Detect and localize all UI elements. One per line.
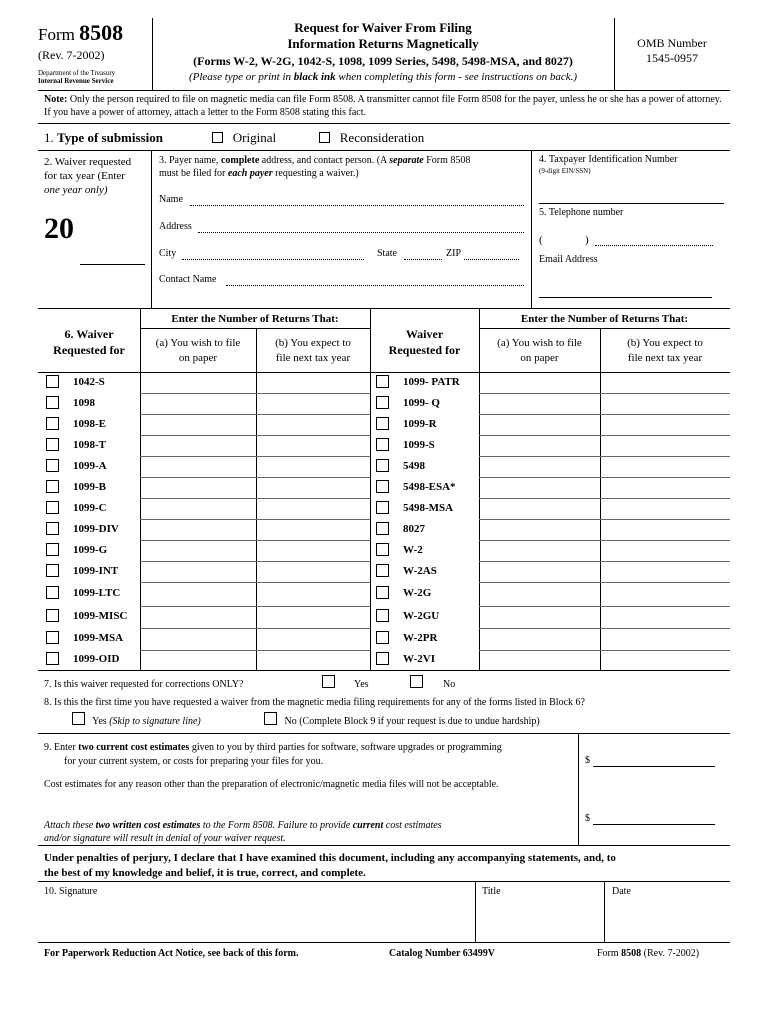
enter-number-left: Enter the Number of Returns That: [171,313,339,325]
col-waiver-left-1: 6. Waiver [64,327,114,341]
instruction-bold: black ink [293,71,336,83]
waiver-form-left: 1099-G [73,544,108,556]
waiver-checkbox-left[interactable] [46,631,59,644]
count-cell-left-b[interactable] [257,457,369,476]
waiver-checkbox-left[interactable] [46,438,59,451]
waiver-checkbox-right[interactable] [376,438,389,451]
form-title [38,20,156,46]
count-cell-right-b[interactable] [601,651,729,669]
name-field[interactable] [190,205,524,206]
waiver-form-right: 1099-R [403,418,437,430]
count-cell-right-b[interactable] [601,520,729,539]
col-a-right-1: (a) You wish to file [497,337,582,349]
waiver-form-right: W-2 [403,544,423,556]
waiver-form-right: W-2G [403,587,432,599]
waiver-checkbox-left[interactable] [46,459,59,472]
waiver-checkbox-right[interactable] [376,459,389,472]
b3-f: must be filed for [159,168,228,179]
block2-line3: one year only) [44,184,108,196]
block1-label: Type of submission [57,130,163,145]
count-cell-left-a[interactable] [141,436,255,455]
b9-line2: for your current system, or costs for preparing your files for you. [64,756,324,767]
cost2-dollar: $ [585,813,590,824]
form-revision: (Rev. 7-2002) [38,48,105,62]
b3-g: each payer [227,168,273,179]
count-cell-right-a[interactable] [480,562,599,581]
date-field[interactable] [612,898,722,940]
count-cell-left-a[interactable] [141,394,255,413]
tin-sublabel: (9-digit EIN/SSN) [539,167,591,175]
state-label: State [377,248,397,259]
catalog-number: Catalog Number 63499V [389,948,495,959]
city-field[interactable] [182,259,364,260]
tax-year-prefix: 20 [44,212,74,245]
b9-attach-d: current [352,820,384,831]
b3-a: 3. Payer name, [159,155,221,166]
count-cell-right-b[interactable] [601,457,729,476]
count-cell-left-a[interactable] [141,457,255,476]
count-cell-left-b[interactable] [257,583,369,605]
block8-no [264,712,540,727]
waiver-checkbox-right[interactable] [376,396,389,409]
reconsideration-option [319,130,424,146]
reconsideration-checkbox[interactable] [319,132,330,143]
count-cell-left-b[interactable] [257,541,369,560]
count-cell-right-a[interactable] [480,478,599,497]
waiver-form-right: 5498-ESA* [403,481,456,493]
block8-yes-checkbox[interactable] [72,712,85,725]
form-word: Form [38,25,75,44]
waiver-checkbox-left[interactable] [46,417,59,430]
omb-block [614,36,730,66]
waiver-checkbox-left[interactable] [46,480,59,493]
col-waiver-right-1: Waiver [405,327,444,341]
count-cell-left-b[interactable] [257,436,369,455]
count-cell-right-b[interactable] [601,541,729,560]
count-cell-right-a[interactable] [480,499,599,518]
waiver-form-right: W-2PR [403,632,438,644]
count-cell-right-a[interactable] [480,541,599,560]
count-cell-left-a[interactable] [141,583,255,605]
form-id-block [38,20,156,88]
count-cell-right-b[interactable] [601,629,729,649]
waiver-checkbox-right[interactable] [376,586,389,599]
col-a-right [479,336,600,366]
count-cell-left-b[interactable] [257,394,369,413]
phone-field[interactable] [595,245,713,246]
b9-attach-b: two written cost estimates [95,820,201,831]
count-cell-left-a[interactable] [141,607,255,627]
col-b-right-1: (b) You expect to [627,337,703,349]
waiver-checkbox-left[interactable] [46,396,59,409]
note-text: Only the person required to file on magnetic media can file Form 8508. A transmitter cannot file Form 8508 for the payer, unless he or she has a power of attorney. If you have a power of attorney, attach a letter to the Form 8508 stating this fact. [44,94,722,118]
count-cell-left-a[interactable] [141,499,255,518]
tin-field[interactable] [539,203,724,204]
waiver-form-left: 1098-E [73,418,106,430]
col-b-left-2: file next tax year [275,352,351,364]
count-cell-left-a[interactable] [141,520,255,539]
waiver-form-left: 1099-OID [73,653,120,665]
count-cell-right-a[interactable] [480,436,599,455]
perjury-statement [44,851,724,881]
omb-label: OMB Number [637,36,707,50]
waiver-form-left: 1099-A [73,460,107,472]
block8-yes [72,712,201,727]
count-cell-left-b[interactable] [257,651,369,669]
waiver-form-right: W-2VI [403,653,435,665]
count-cell-left-a[interactable] [141,562,255,581]
count-cell-left-b[interactable] [257,415,369,434]
count-cell-left-a[interactable] [141,629,255,649]
block8-yes-note: (Skip to signature line) [109,716,201,727]
footer-revision: (Rev. 7-2002) [641,948,700,959]
b3-b: complete [220,155,260,166]
block2-line2: for tax year (Enter [44,170,125,182]
b9-b: two current cost estimates [78,742,190,753]
waiver-checkbox-right[interactable] [376,652,389,665]
email-field[interactable] [539,297,712,298]
b9-a: 9. Enter [44,742,79,753]
block7-yes-checkbox[interactable] [322,675,335,688]
block1-number: 1. [44,130,54,145]
note-label: Note: [44,94,68,105]
zip-field[interactable] [464,259,519,260]
footer-form-number: 8508 [621,948,642,959]
b9-attach-line2: and/or signature will result in denial of your waiver request. [44,833,286,844]
count-cell-right-b[interactable] [601,478,729,497]
original-checkbox[interactable] [212,132,223,143]
address-label: Address [159,221,192,232]
block7-no-checkbox[interactable] [410,675,423,688]
waiver-form-left: 1099-LTC [73,587,121,599]
phone-paren-close: ) [585,234,589,246]
waiver-form-right: 5498-MSA [403,502,454,514]
count-cell-right-b[interactable] [601,562,729,581]
department: Department of the Treasury [38,69,116,77]
original-option [212,130,276,146]
count-cell-left-a[interactable] [141,541,255,560]
waiver-form-left: 1099-MISC [73,610,128,622]
heading-instruction [152,71,614,83]
count-cell-left-b[interactable] [257,520,369,539]
count-cell-left-b[interactable] [257,607,369,627]
waiver-checkbox-right[interactable] [376,501,389,514]
waiver-form-left: 1099-MSA [73,632,124,644]
waiver-checkbox-right[interactable] [376,522,389,535]
waiver-form-right: W-2AS [403,565,437,577]
phone-paren-open: ( [539,234,543,246]
footer-form-word: Form [597,948,622,959]
title-label: Title [482,886,501,897]
waiver-checkbox-left[interactable] [46,501,59,514]
waiver-checkbox-left[interactable] [46,543,59,556]
col-b-left-1: (b) You expect to [275,337,351,349]
waiver-form-left: 1099-B [73,481,106,493]
block8-text: 8. Is this the first time you have requested a waiver from the magnetic media filing requirements for any of the forms listed in Block 6? [44,697,585,708]
tax-year-field[interactable] [80,264,145,265]
count-cell-right-b[interactable] [601,394,729,413]
signature-field[interactable] [44,898,474,940]
name-label: Name [159,194,183,205]
signature-label: 10. Signature [44,886,98,897]
cost1-dollar: $ [585,755,590,766]
reconsideration-label: Reconsideration [339,130,425,145]
tin-label: 4. Taxpayer Identification Number [539,154,678,165]
count-cell-right-b[interactable] [601,415,729,434]
count-cell-left-b[interactable] [257,562,369,581]
waiver-checkbox-left[interactable] [46,522,59,535]
title-field[interactable] [482,898,602,940]
heading-line1: Request for Waiver From Filing [294,20,472,35]
col-waiver-left-2: Requested for [53,343,125,357]
heading-line2: Information Returns Magnetically [287,36,479,51]
waiver-form-right: 1099-S [403,439,435,451]
waiver-form-right: 1099- PATR [403,376,460,388]
block9-cost-note: Cost estimates for any reason other than the preparation of electronic/magnetic media files will not be acceptable. [44,779,499,790]
paperwork-notice: For Paperwork Reduction Act Notice, see back of this form. [44,948,299,959]
state-field[interactable] [404,259,442,260]
original-label: Original [232,130,277,145]
form-number: 8508 [79,20,124,45]
count-cell-right-a[interactable] [480,607,599,627]
col-waiver-right-2: Requested for [388,343,461,357]
form-heading [152,20,614,83]
count-cell-left-a[interactable] [141,478,255,497]
contact-field[interactable] [226,285,524,286]
count-cell-left-b[interactable] [257,629,369,649]
waiver-form-left: 1098 [73,397,95,409]
waiver-form-left: 1099-DIV [73,523,119,535]
count-cell-right-a[interactable] [480,651,599,669]
count-cell-right-b[interactable] [601,499,729,518]
b9-attach-e: cost estimates [383,820,442,831]
heading-line3: (Forms W-2, W-2G, 1042-S, 1098, 1099 Series, 5498, 5498-MSA, and 8027) [193,54,573,68]
waiver-form-right: W-2GU [403,610,440,622]
block8-no-checkbox[interactable] [264,712,277,725]
city-label: City [159,248,177,259]
note [44,93,724,119]
perjury-line2: the best of my knowledge and belief, it is true, correct, and complete. [44,867,366,879]
waiver-checkbox-right[interactable] [376,564,389,577]
waiver-checkbox-left[interactable] [46,586,59,599]
block2 [44,155,149,197]
waiver-checkbox-right[interactable] [376,543,389,556]
waiver-checkbox-left[interactable] [46,609,59,622]
count-cell-right-b[interactable] [601,373,729,392]
count-cell-left-a[interactable] [141,415,255,434]
contact-label: Contact Name [159,274,217,285]
waiver-form-right: 5498 [403,460,425,472]
count-cell-right-a[interactable] [480,457,599,476]
waiver-checkbox-right[interactable] [376,480,389,493]
count-cell-right-a[interactable] [480,415,599,434]
b3-e: Form 8508 [423,155,471,166]
date-label: Date [612,886,631,897]
b3-c: address, and contact person. (A [259,155,390,166]
waiver-checkbox-right[interactable] [376,417,389,430]
count-cell-right-b[interactable] [601,436,729,455]
count-cell-right-a[interactable] [480,583,599,605]
waiver-checkbox-right[interactable] [376,631,389,644]
waiver-form-left: 1099-INT [73,565,119,577]
count-cell-right-a[interactable] [480,394,599,413]
block9-attach [44,819,584,845]
waiver-checkbox-right[interactable] [376,609,389,622]
phone-label: 5. Telephone number [539,207,624,218]
cost-estimate-2-field[interactable] [593,824,715,825]
block7-no-label: No [443,679,456,690]
col-waiver-right [370,326,479,358]
cost-estimate-1-field[interactable] [593,766,715,767]
agency: Internal Revenue Service [38,77,114,85]
waiver-checkbox-right[interactable] [376,375,389,388]
block7-yes-label: Yes [354,679,369,690]
col-b-left [256,336,370,366]
count-cell-right-b[interactable] [601,607,729,627]
count-cell-left-b[interactable] [257,478,369,497]
footer-form [597,948,699,959]
col-b-right-2: file next tax year [627,352,703,364]
count-cell-left-a[interactable] [141,651,255,669]
instruction-pre: (Please type or print in [188,71,294,83]
col-b-right [600,336,730,366]
b9-attach-a: Attach these [44,820,96,831]
count-cell-right-a[interactable] [480,629,599,649]
address-field[interactable] [198,232,524,233]
block2-line1: 2. Waiver requested [44,156,132,168]
waiver-form-right: 8027 [403,523,425,535]
zip-label: ZIP [446,248,461,259]
count-cell-right-a[interactable] [480,373,599,392]
email-label: Email Address [539,254,598,265]
enter-number-right: Enter the Number of Returns That: [520,313,689,325]
instruction-post: when completing this form - see instructions on back.) [335,71,578,83]
b3-h: requesting a waiver.) [272,168,359,179]
block8-no-label: No (Complete Block 9 if your request is due to undue hardship) [284,716,540,727]
count-cell-right-a[interactable] [480,520,599,539]
col-a-left-2: on paper [178,352,218,364]
waiver-form-left: 1098-T [73,439,106,451]
col-a-left-1: (a) You wish to file [155,337,241,349]
block8-yes-label: Yes [92,716,110,727]
omb-number: 1545-0957 [646,51,698,65]
waiver-form-right: 1099- Q [403,397,440,409]
col-a-right-2: on paper [520,352,559,364]
col-waiver-left [38,326,140,358]
waiver-checkbox-left[interactable] [46,652,59,665]
count-cell-right-b[interactable] [601,583,729,605]
b9-c: given to you by third parties for software, software upgrades or programming [189,742,502,753]
block3-intro [159,154,529,180]
col-a-left [140,336,256,366]
count-cell-left-a[interactable] [141,373,255,392]
b3-d: separate [389,155,424,166]
waiver-form-left: 1099-C [73,502,107,514]
count-cell-left-b[interactable] [257,499,369,518]
block7-text: 7. Is this waiver requested for corrections ONLY? [44,679,244,690]
perjury-line1: Under penalties of perjury, I declare that I have examined this document, including any accompanying statements, and, to [44,852,616,864]
b9-attach-c: to the Form 8508. Failure to provide [200,820,353,831]
waiver-checkbox-left[interactable] [46,375,59,388]
count-cell-left-b[interactable] [257,373,369,392]
block9-text [44,741,584,769]
waiver-form-left: 1042-S [73,376,105,388]
waiver-checkbox-left[interactable] [46,564,59,577]
